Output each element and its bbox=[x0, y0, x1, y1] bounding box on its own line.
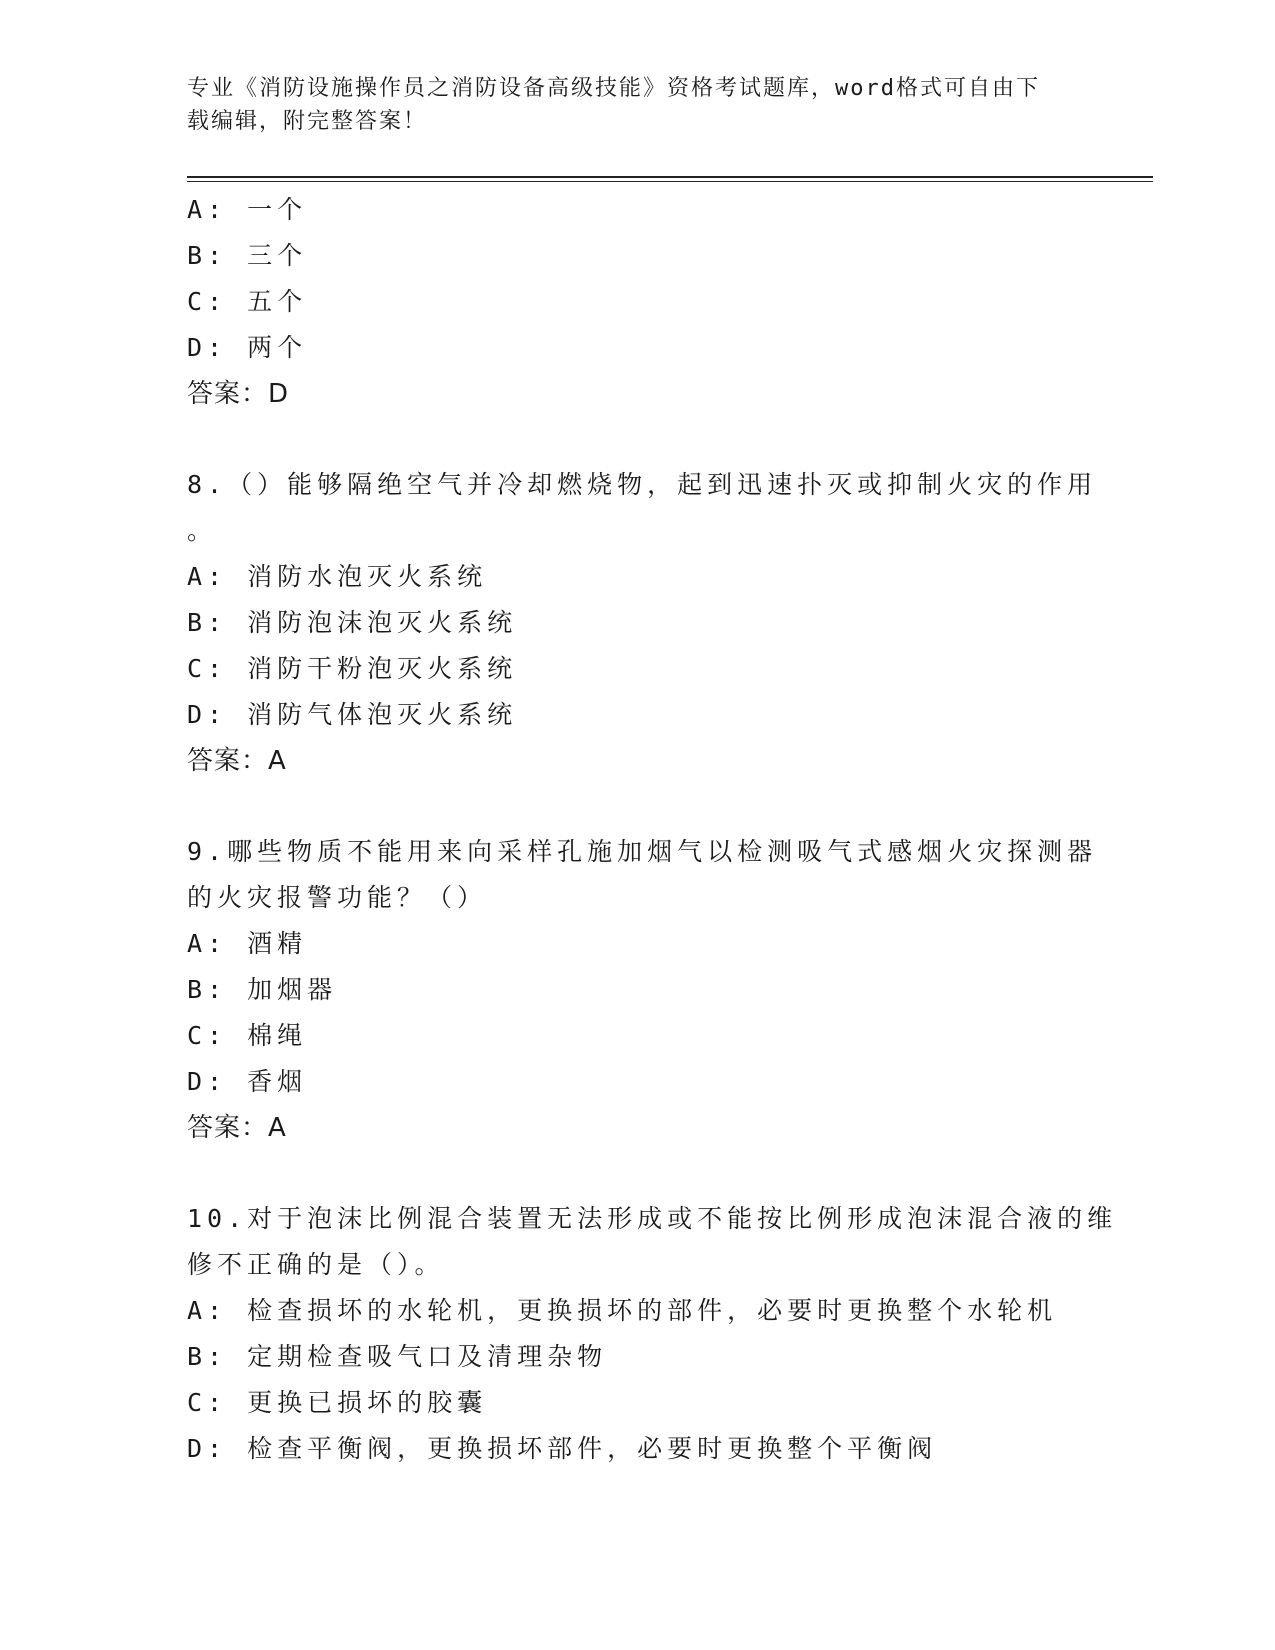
header-divider-thin bbox=[187, 181, 1153, 182]
option-b: B: 消防泡沫泡灭火系统 bbox=[187, 608, 518, 637]
option-d: D: 消防气体泡灭火系统 bbox=[187, 700, 518, 729]
question-10-block bbox=[187, 1196, 1118, 1472]
header-line-2: 载编辑，附完整答案！ bbox=[187, 109, 428, 134]
question-8-block bbox=[187, 462, 1098, 784]
option-a: A: 检查损坏的水轮机，更换损坏的部件，必要时更换整个水轮机 bbox=[187, 1296, 1058, 1325]
question-stem-continued: 的火灾报警功能？（） bbox=[187, 883, 488, 912]
question-stem-continued: 修不正确的是（）。 bbox=[187, 1250, 445, 1279]
answer: 答案：A bbox=[187, 746, 287, 776]
question-stem: 10.对于泡沫比例混合装置无法形成或不能按比例形成泡沫混合液的维 bbox=[187, 1204, 1118, 1233]
document-body bbox=[187, 187, 1118, 1472]
option-a: A: 消防水泡灭火系统 bbox=[187, 562, 488, 591]
option-d: D: 香烟 bbox=[187, 1067, 308, 1096]
option-b: B: 加烟器 bbox=[187, 975, 338, 1004]
option-d: D: 两个 bbox=[187, 333, 308, 362]
question-stem: 9.哪些物质不能用来向采样孔施加烟气以检测吸气式感烟火灾探测器 bbox=[187, 837, 1098, 866]
answer: 答案：A bbox=[187, 1113, 287, 1143]
document-header bbox=[187, 72, 1067, 138]
option-c: C: 消防干粉泡灭火系统 bbox=[187, 654, 518, 683]
header-divider-thick bbox=[187, 176, 1153, 178]
option-c: C: 更换已损坏的胶囊 bbox=[187, 1388, 488, 1417]
option-c: C: 棉绳 bbox=[187, 1021, 308, 1050]
option-b: B: 定期检查吸气口及清理杂物 bbox=[187, 1342, 608, 1371]
question-stem: 8.（）能够隔绝空气并冷却燃烧物，起到迅速扑灭或抑制火灾的作用 bbox=[187, 470, 1098, 499]
option-c: C: 五个 bbox=[187, 287, 308, 316]
question-stem-continued: 。 bbox=[187, 516, 218, 545]
option-a: A: 一个 bbox=[187, 195, 308, 224]
question-9-block bbox=[187, 829, 1098, 1151]
option-a: A: 酒精 bbox=[187, 929, 308, 958]
answer: 答案：D bbox=[187, 379, 290, 409]
option-d: D: 检查平衡阀，更换损坏部件，必要时更换整个平衡阀 bbox=[187, 1434, 938, 1463]
question-7-block bbox=[187, 187, 1087, 417]
header-line-1: 专业《消防设施操作员之消防设备高级技能》资格考试题库，word格式可自由下 bbox=[187, 76, 1040, 101]
option-b: B: 三个 bbox=[187, 241, 308, 270]
